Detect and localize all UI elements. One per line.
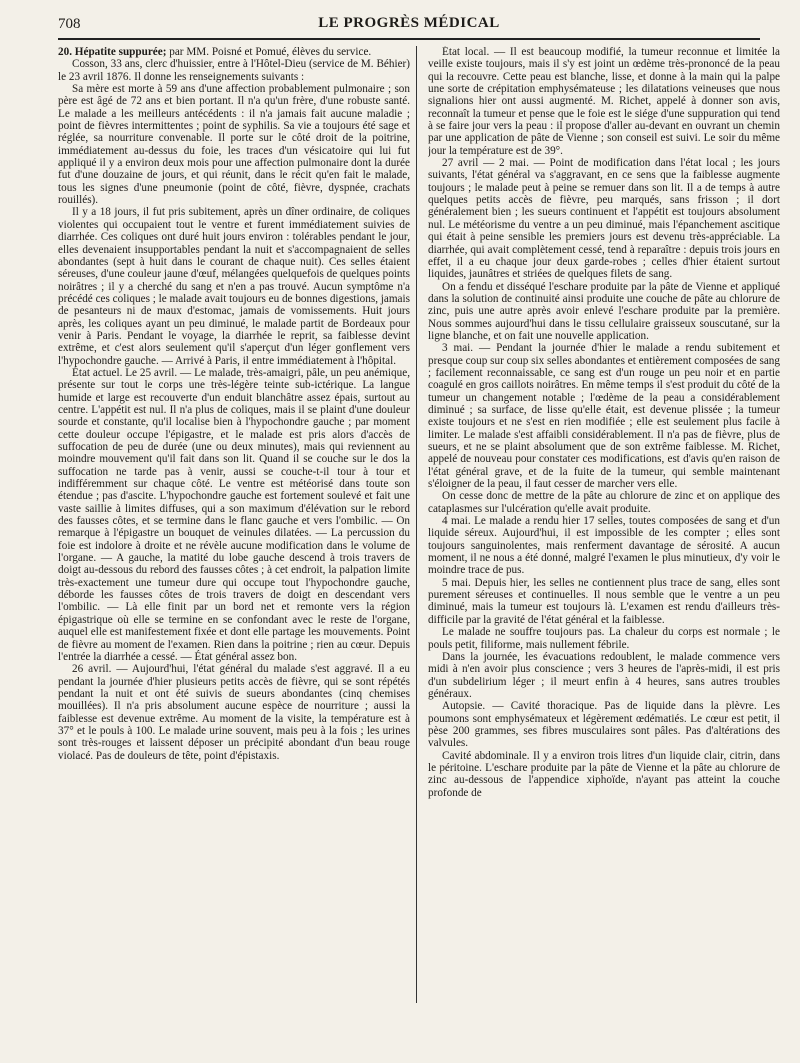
column-divider (416, 46, 417, 1003)
paragraph: 3 mai. — Pendant la journée d'hier le malade a rendu subitement et presque coup sur coup six selles abondantes et entièrement composées de sang ; facilement reconnaissable, ce sang est d'un rouge un peu noir et en partie coagulé en gros caillots noirâtres. En même temps il s'est produit du côté de la tumeur un changement notable ; l'œdème de la peau a considérablement diminué ; sa surface, de lisse qu'elle était, est devenue plissée ; la tumeur existe toujours et ne s'est en rien modifiée ; elle est seulement plus facile à limiter. Le malade s'est affaibli considérablement. Il n'a pas de fièvre, plus de sueurs, et ne se plaint absolument que de son extrême faiblesse. M. Richet, appelé de nouveau pour constater ces modifications, est d'avis qu'en raison de l'état général grave, et de la fuite de la tumeur, qui semble maintenant s'éloigner de la peau, il faut cesser de marcher vers elle. (428, 342, 780, 491)
paragraph: 27 avril — 2 mai. — Point de modification dans l'état local ; les jours suivants, l'état général va s'aggravant, en ce sens que la faiblesse augmente toujours ; le malade peut à peine se remuer dans son lit. Il a de temps à autre quelques petits accès de fièvre, peu marqués, sans frisson ; il dort généralement bien ; les sueurs continuent et l'appétit est toujours absolument nul. Le météorisme du ventre a un peu diminué, mais l'épanchement ascitique qui était à peine sensible les premiers jours est devenu très-appréciable. La diarrhée, qui avait complètement cessé, tend à reparaître : depuis trois jours en effet, il a eu chaque jour deux garde-robes ; celles d'hier étaient surtout liquides, jaunâtres et striées de quelques filets de sang. (428, 157, 780, 281)
case-authors: par MM. Poisné et Pomué, élèves du service. (169, 46, 372, 58)
paragraph: 4 mai. Le malade a rendu hier 17 selles, toutes composées de sang et d'un liquide séreux. Aujourd'hui, il est impossible de les compter ; elles sont toujours sanguinolentes, mais renferment davantage de sérosité. A aucun moment, il ne nous a été donné, malgré l'examen le plus minutieux, d'y voir le moindre trace de pus. (428, 515, 780, 577)
left-column (58, 46, 410, 1003)
paragraph: État actuel. Le 25 avril. — Le malade, très-amaigri, pâle, un peu anémique, présente sur tout le corps une très-légère teinte sub-ictérique. La langue humide et large est recouverte d'un enduit blanchâtre assez épais, surtout au centre. L'appétit est nul. Il n'a plus de coliques, mais il se plaint d'une douleur sourde et constante, qu'il localise bien à l'hypochondre gauche ; par moment cette douleur occupe l'épigastre, et le malade est pris alors d'accès de suffocation de peu de durée (une ou deux minutes), mais qui reviennent au moindre mouvement qu'il fait dans son lit. Quand il se couche sur le dos la suffocation ne tarde pas à venir, aussi se couche-t-il tour à tour et indifféremment sur chaque côté. Le ventre est météorisé dans toute son étendue ; pas d'ascite. L'hypochondre gauche est fortement soulevé et fait une vaste saillie à limites diffuses, qui a son maximum d'élévation sur le rebord des fausses côtes, et se termine dans le flanc gauche et vers l'ombilic. — On remarque à l'épigastre un bouquet de veinules dilatées. — La percussion du foie est indolore à droite et ne révèle aucune modification dans le volume de l'organe. — A gauche, la matité du lobe gauche descend à trois travers de doigt au-dessous du rebord des fausses côtes ; à cet endroit, la palpation limite très-exactement une tumeur dure qui occupe tout l'hypochondre gauche, déborde les fausses côtes de trois travers de doigt en descendant vers l'ombilic. — Là elle finit par un bord net et remonte vers la région épigastrique où elle se termine en se confondant avec le reste de l'organe, auquel elle est manifestement fixée et dont elle partage les mouvements. Point de fièvre au moment de l'examen. Rien dans la poitrine ; rien au cœur. Depuis l'entrée la diarrhée a cessé. — État général assez bon. (58, 366, 410, 663)
paragraph: On cesse donc de mettre de la pâte au chlorure de zinc et on applique des cataplasmes sur l'ulcération qu'elle avait produite. (428, 490, 780, 515)
paragraph: 26 avril. — Aujourd'hui, l'état général du malade s'est aggravé. Il a eu pendant la journée d'hier plusieurs petits accès de fièvre, qui se sont répétés pendant la nuit et ont été suivis de sueurs abondantes (cinq chemises mouillées). Il n'a pris absolument aucune espèce de nourriture ; aussi la faiblesse est devenue extrême. Au moment de la visite, la température est à 37° et le pouls à 100. Le malade urine souvent, mais peu à la fois ; les urines sont très-rouges et laissent déposer un précipité abondant d'un beau rouge violacé. Pas de douleurs de tête, point d'épistaxis. (58, 663, 410, 762)
case-heading (58, 46, 410, 58)
case-title: Hépatite suppurée; (74, 46, 167, 58)
page-number: 708 (58, 16, 81, 32)
paragraph: Cavité abdominale. Il y a environ trois litres d'un liquide clair, citrin, dans le péritoine. L'eschare produite par la pâte de Vienne et la pâte au chlorure de zinc au-dessous de l'appendice xiphoïde, n'ayant pas atteint la couche profonde de (428, 749, 780, 799)
right-column (428, 46, 780, 1003)
paragraph: Autopsie. — Cavité thoracique. Pas de liquide dans la plèvre. Les poumons sont emphysémateux et légèrement œdématiés. Le cœur est petit, il pèse 200 grammes, ses fibres musculaires sont pâles. Pas d'altérations des valvules. (428, 700, 780, 750)
paragraph: Cosson, 33 ans, clerc d'huissier, entre à l'Hôtel-Dieu (service de M. Béhier) le 23 avril 1876. Il donne les renseignements suivants : (58, 58, 410, 83)
paragraph: Dans la journée, les évacuations redoublent, le malade commence vers midi à n'en avoir plus conscience ; vers 3 heures de l'après-midi, il est pris d'un subdelirium léger ; il meurt enfin à 4 heures, sans autres troubles généraux. (428, 650, 780, 700)
paragraph: Sa mère est morte à 59 ans d'une affection probablement pulmonaire ; son père est âgé de 72 ans et bien portant. Il n'a qu'un frère, d'une robuste santé. Le malade a les meilleurs antécédents : il n'a jamais fait aucune maladie ; point de fièvres intermittentes ; point de syphilis. Sa vie a toujours été sage et réglée, sa nourriture convenable. Il porte sur le côté droit de la poitrine, immédiatement au-dessus du foie, les traces d'un vésicatoire qui lui fut appliqué il y a environ deux mois pour une affection pulmonaire dont la durée fut d'une douzaine de jours, et qui réunit, dans le récit qu'en fait le malade, tous les signes d'une pneumonie (point de côté, fièvre, dyspnée, crachats rouillés). (58, 83, 410, 207)
paragraph: On a fendu et disséqué l'eschare produite par la pâte de Vienne et appliqué dans la solution de continuité ainsi produite une couche de pâte au chlorure de zinc, puis une autre après avoir enlevé l'eschare produite par la première. Nous sommes aujourd'hui dans le tissu cellulaire graisseux souscutané, sur la ligne blanche, et on fait une nouvelle application. (428, 280, 780, 342)
paragraph: État local. — Il est beaucoup modifié, la tumeur reconnue et limitée la veille existe toujours, mais il s'y est joint un œdème très-prononcé de la peau qui la recouvre. Cette peau est blanche, lisse, et donne à la main qui la palpe une sorte de crépitation emphysémateuse ; les dilatations veineuses que nous signalions hier ont aussi augmenté. M. Richet, appelé à donner son avis, reconnaît la tumeur et pense que le foie est le siége d'une suppuration qui tend à se faire jour vers la peau : il propose d'aller au-devant en ouvrant un chemin par une application de pâte de Vienne ; son conseil est suivi. Le soir du même jour la température est de 39°. (428, 46, 780, 157)
running-title: LE PROGRÈS MÉDICAL (318, 15, 500, 31)
case-number: 20. (58, 46, 72, 58)
paragraph: Le malade ne souffre toujours pas. La chaleur du corps est normale ; le pouls petit, filiforme, mais nullement fébrile. (428, 626, 780, 651)
paragraph: 5 mai. Depuis hier, les selles ne contiennent plus trace de sang, elles sont purement séreuses et continuelles. Il nous semble que le ventre a un peu diminué, mais la tumeur est toujours là. L'examen est rendu d'ailleurs très-difficile par la gravité de l'état général et la faiblesse. (428, 576, 780, 626)
paragraph: Il y a 18 jours, il fut pris subitement, après un dîner ordinaire, de coliques violentes qui occupaient tout le ventre et furent immédiatement suivies de diarrhée. Ces coliques ont duré huit jours environ : tolérables pendant le jour, elles devenaient insupportables pendant la nuit et s'accompagnaient de selles abondantes (sept à huit dans le courant de chaque nuit). Ces selles étaient séreuses, d'une couleur jaune d'œuf, mélangées quelquefois de quelques points noirâtres ; il y a cherché du sang et n'en a pas trouvé. Aucun symptôme n'a précédé ces coliques ; le malade avait toujours eu de bonnes digestions, jamais de pesanteurs ni de maux d'estomac, jamais de vomissements. Huit jours après, les coliques ayant un peu diminué, le malade partit de Bordeaux pour venir à Paris. Pendant le voyage, la diarrhée le reprit, sa faiblesse devint extrême, et c'est alors seulement qu'il s'aperçut d'un léger gonflement vers l'hypochondre gauche. — Arrivé à Paris, il entre immédiatement à l'hôpital. (58, 206, 410, 367)
page-header (58, 12, 760, 40)
